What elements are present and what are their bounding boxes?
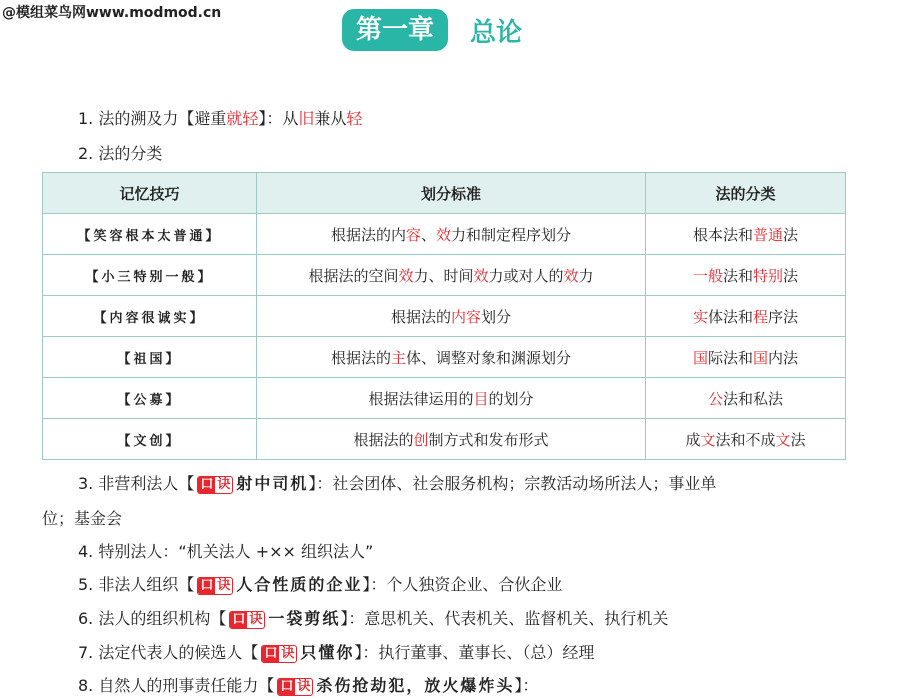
table-row <box>43 337 846 378</box>
koujue-mark: 诀 <box>217 577 231 593</box>
highlight-text: 公 <box>707 389 723 408</box>
table-body <box>43 214 846 460</box>
item-8-mnemonic: 杀伤抢劫犯，放火爆炸头 <box>316 676 515 695</box>
koujue-badge <box>277 678 313 696</box>
classification-table <box>42 172 846 460</box>
cell-text: 法 <box>783 266 799 285</box>
item-1-highlight: 轻 <box>346 109 363 128</box>
item-7 <box>78 642 594 664</box>
cell-text: 法 <box>790 430 806 449</box>
highlight-text: 效 <box>473 266 489 285</box>
chapter-badge: 第一章 <box>342 9 448 51</box>
table-row <box>43 214 846 255</box>
highlight-text: 国 <box>753 348 769 367</box>
item-8 <box>78 675 538 697</box>
cell-text: 成 <box>685 430 701 449</box>
cell-text: 序法 <box>768 307 799 326</box>
criteria-cell <box>257 378 646 419</box>
item-7-text: 】：执行董事、董事长、（总）经理 <box>354 643 595 662</box>
table-row <box>43 378 846 419</box>
table-row <box>43 419 846 460</box>
item-6-mnemonic: 一袋剪纸 <box>268 609 341 628</box>
category-cell <box>646 337 846 378</box>
koujue-mark: 诀 <box>281 645 295 661</box>
cell-text: 、 <box>420 225 436 244</box>
cell-text: 力或对人的 <box>488 266 564 285</box>
koujue-badge <box>261 645 297 663</box>
header-cell: 记忆技巧 <box>43 173 257 214</box>
koujue-mark: 口 <box>264 645 278 661</box>
highlight-text: 实 <box>692 307 708 326</box>
cell-text: 的划分 <box>488 389 534 408</box>
mnemonic-cell: 【祖国】 <box>43 337 257 378</box>
highlight-text: 目 <box>473 389 489 408</box>
cell-text: 划分 <box>481 307 512 326</box>
cell-text: 际法和 <box>707 348 753 367</box>
watermark: @模组菜鸟网www.modmod.cn <box>2 5 222 21</box>
header-cell: 法的分类 <box>646 173 846 214</box>
table-row <box>43 255 846 296</box>
highlight-text: 程 <box>753 307 769 326</box>
item-1-highlight: 旧 <box>298 109 315 128</box>
table-header-row <box>43 173 846 214</box>
koujue-mark: 口 <box>200 476 214 492</box>
item-7-mnemonic: 只懂你 <box>300 643 355 662</box>
item-1-text: 1. 法的溯及力【避重 <box>78 109 227 128</box>
item-4: 4. 特别法人：“机关法人 +×× 组织法人” <box>78 542 374 561</box>
cell-text: 根据法的内 <box>330 225 406 244</box>
highlight-text: 国 <box>692 348 708 367</box>
koujue-mark: 诀 <box>217 476 231 492</box>
cell-text: 法和不成 <box>715 430 776 449</box>
criteria-cell <box>257 296 646 337</box>
cell-text: 制方式和发布形式 <box>428 430 549 449</box>
highlight-text: 效 <box>563 266 579 285</box>
koujue-mark: 口 <box>200 577 214 593</box>
mnemonic-cell: 【文创】 <box>43 419 257 460</box>
cell-text: 法和 <box>722 266 753 285</box>
item-1 <box>78 108 362 130</box>
item-5-text: 5. 非法人组织【 <box>78 575 195 594</box>
item-3-text: 3. 非营利法人【 <box>78 474 195 493</box>
koujue-badge <box>197 476 233 494</box>
cell-text: 力、时间 <box>413 266 474 285</box>
item-5-mnemonic: 人合性质的企业 <box>236 575 363 594</box>
criteria-cell <box>257 419 646 460</box>
highlight-text: 文 <box>700 430 716 449</box>
highlight-text: 一般 <box>692 266 723 285</box>
table-row <box>43 296 846 337</box>
mnemonic-cell: 【公募】 <box>43 378 257 419</box>
highlight-text: 效 <box>398 266 414 285</box>
item-1-text: 兼从 <box>314 109 347 128</box>
category-cell <box>646 214 846 255</box>
item-5-text: 】：个人独资企业、合伙企业 <box>362 575 563 594</box>
cell-text: 力 <box>578 266 594 285</box>
koujue-badge <box>197 577 233 595</box>
mnemonic-cell: 【小三特别一般】 <box>43 255 257 296</box>
koujue-mark: 诀 <box>249 611 263 627</box>
item-6 <box>78 608 668 630</box>
cell-text: 体、调整对象和渊源划分 <box>406 348 572 367</box>
highlight-text: 内容 <box>450 307 481 326</box>
item-8-text: 】： <box>514 676 539 695</box>
cell-text: 法 <box>783 225 799 244</box>
koujue-mark: 口 <box>280 678 294 694</box>
category-cell <box>646 419 846 460</box>
cell-text: 内法 <box>768 348 799 367</box>
cell-text: 力和制定程序划分 <box>451 225 572 244</box>
highlight-text: 创 <box>413 430 429 449</box>
item-6-text: 】：意思机关、代表机关、监督机关、执行机关 <box>340 609 669 628</box>
item-8-text: 8. 自然人的刑事责任能力【 <box>78 676 275 695</box>
item-7-text: 7. 法定代表人的候选人【 <box>78 643 259 662</box>
cell-text: 根本法和 <box>692 225 753 244</box>
item-3 <box>78 473 716 495</box>
item-3-mnemonic: 射中司机 <box>236 474 309 493</box>
chapter-title: 总论 <box>470 17 523 48</box>
category-cell <box>646 296 846 337</box>
cell-text: 根据法的空间 <box>308 266 399 285</box>
mnemonic-cell: 【笑容根本太普通】 <box>43 214 257 255</box>
cell-text: 体法和 <box>707 307 753 326</box>
cell-text: 根据法律运用的 <box>368 389 474 408</box>
item-1-highlight: 就轻 <box>226 109 259 128</box>
cell-text: 根据法的 <box>330 348 391 367</box>
item-2: 2. 法的分类 <box>78 144 163 163</box>
highlight-text: 效 <box>436 225 452 244</box>
cell-text: 根据法的 <box>353 430 414 449</box>
item-3-continued: 位；基金会 <box>42 509 123 528</box>
highlight-text: 容 <box>405 225 421 244</box>
cell-text: 法和私法 <box>723 389 784 408</box>
category-cell <box>646 378 846 419</box>
item-6-text: 6. 法人的组织机构【 <box>78 609 227 628</box>
koujue-mark: 诀 <box>297 678 311 694</box>
highlight-text: 文 <box>775 430 791 449</box>
item-5 <box>78 574 562 596</box>
highlight-text: 特别 <box>753 266 784 285</box>
header-cell: 划分标准 <box>257 173 646 214</box>
item-3-text: 】：社会团体、社会服务机构；宗教活动场所法人；事业单 <box>308 474 717 493</box>
category-cell <box>646 255 846 296</box>
criteria-cell <box>257 255 646 296</box>
highlight-text: 普通 <box>752 225 783 244</box>
koujue-mark: 口 <box>232 611 246 627</box>
item-1-text: 】：从 <box>258 109 299 128</box>
highlight-text: 主 <box>390 348 406 367</box>
koujue-badge <box>229 611 265 629</box>
criteria-cell <box>257 337 646 378</box>
chapter-heading <box>342 8 522 52</box>
cell-text: 根据法的 <box>390 307 451 326</box>
mnemonic-cell: 【内容很诚实】 <box>43 296 257 337</box>
criteria-cell <box>257 214 646 255</box>
